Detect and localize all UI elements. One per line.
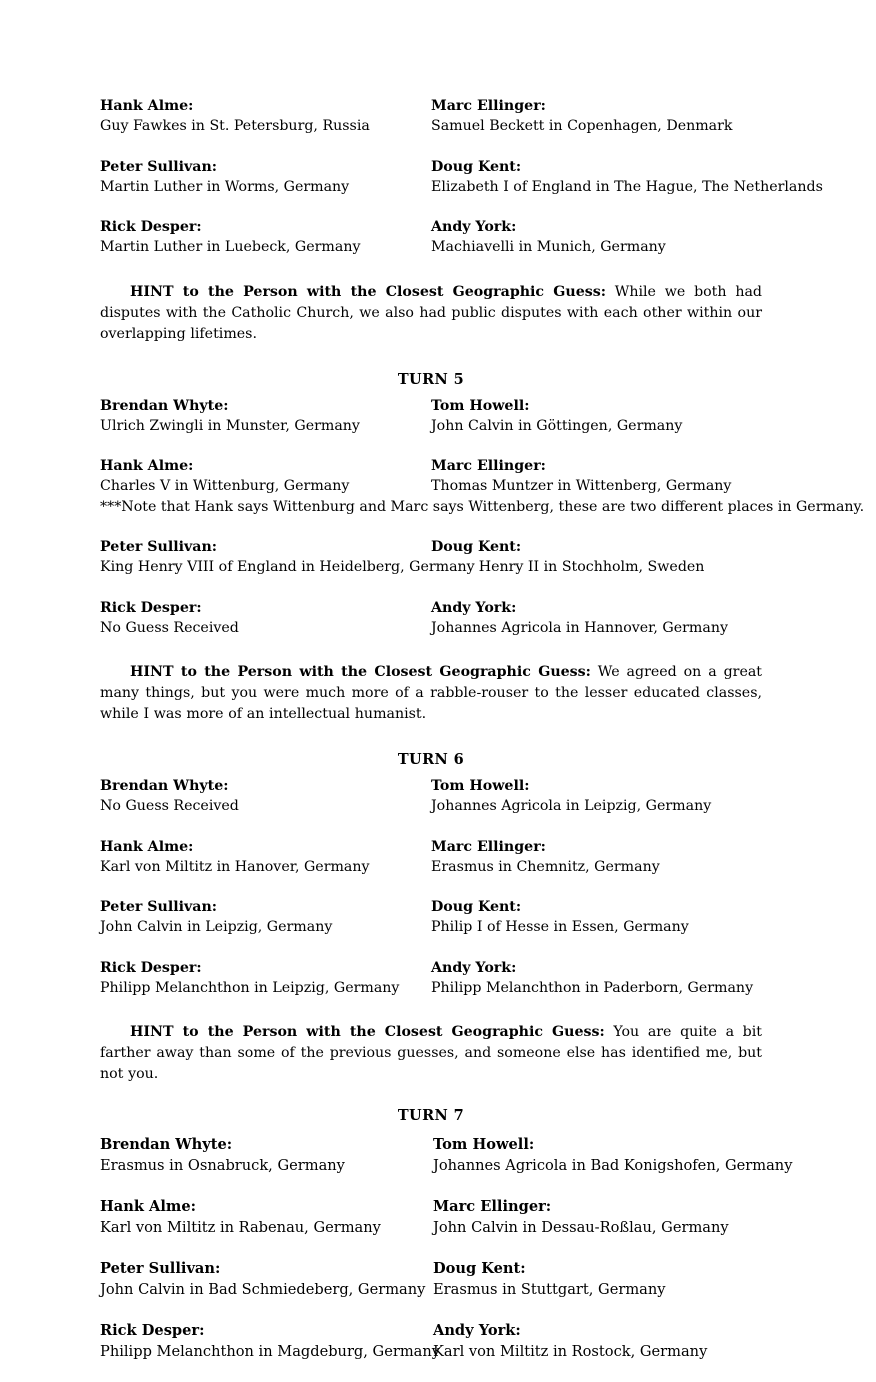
guess-row <box>100 1258 762 1300</box>
guess-row-guesses <box>100 557 762 578</box>
player-name: Peter Sullivan: <box>100 899 218 915</box>
player-name: Hank Alme: <box>100 838 194 855</box>
turn6-heading-wrap <box>100 751 762 769</box>
turn-heading: TURN 5 <box>397 370 465 388</box>
guess-row <box>100 837 762 878</box>
player-guess: Johannes Agricola in Leipzig, Germany <box>431 798 712 814</box>
player-name: Rick Desper: <box>100 959 202 976</box>
hint-text: While we both had disputes with the Catholic Church, we also had public disputes with each other within our overlapping lifetimes. <box>100 283 762 342</box>
player-name: Peter Sullivan: <box>100 1260 221 1277</box>
player-guess: Samuel Beckett in Copenhagen, Denmark <box>431 118 733 134</box>
guess-cell-right <box>431 958 762 999</box>
player-guess: John Calvin in Göttingen, Germany <box>431 417 683 434</box>
player-name: Tom Howell: <box>431 778 530 794</box>
player-guess: Karl von Miltitz in Hanover, Germany <box>100 858 370 875</box>
player-guess: Karl von Miltitz in Rabenau, Germany <box>100 1219 381 1236</box>
guess-row <box>100 776 762 817</box>
guess-cell-right <box>431 598 762 639</box>
guess-row <box>100 157 823 198</box>
player-guess: Ulrich Zwingli in Munster, Germany <box>100 417 360 434</box>
guess-row <box>100 598 762 639</box>
player-name: Tom Howell: <box>433 1136 535 1153</box>
player-name: Peter Sullivan: <box>100 158 218 175</box>
hint-label: HINT to the Person with the Closest Geographic Guess: <box>130 283 606 300</box>
player-name: Hank Alme: <box>100 1198 197 1215</box>
player-name: Brendan Whyte: <box>100 397 229 414</box>
player-name: Peter Sullivan: <box>100 539 218 555</box>
player-name: Brendan Whyte: <box>100 1136 233 1153</box>
turn-heading: TURN 6 <box>397 751 465 768</box>
player-name: Doug Kent: <box>431 539 522 555</box>
player-guess: Elizabeth I of England in The Hague, The Netherlands <box>431 178 823 195</box>
player-guess: Philipp Melanchthon in Magdeburg, Germany <box>100 1343 441 1360</box>
guess-row <box>100 456 762 497</box>
editor-note: ***Note that Hank says Wittenburg and Marc says Wittenberg, these are two different places in Germany. <box>100 498 865 515</box>
guess-cell-left <box>100 1320 441 1362</box>
guess-cell-right <box>431 157 823 198</box>
guess-row-names <box>100 537 762 557</box>
guess-cell-left <box>100 537 431 557</box>
player-guess: Machiavelli in Munich, Germany <box>431 239 666 255</box>
player-guess: No Guess Received <box>100 619 239 636</box>
player-guess: Johannes Agricola in Bad Konigshofen, Germany <box>433 1157 793 1174</box>
player-name: Marc Ellinger: <box>431 98 546 114</box>
document-content <box>100 96 865 1382</box>
turn5-guess-block <box>100 396 865 639</box>
guess-row <box>100 897 762 938</box>
player-name: Marc Ellinger: <box>431 838 546 855</box>
turn5-heading-wrap <box>100 371 762 389</box>
player-guess: Erasmus in Osnabruck, Germany <box>100 1157 345 1174</box>
guess-cell-left <box>100 776 431 817</box>
hint-text: You are quite a bit farther away than some of the previous guesses, and someone else has identified me, but not you. <box>100 1024 762 1082</box>
player-name: Marc Ellinger: <box>431 458 546 474</box>
guess-row <box>100 537 762 578</box>
guess-cell-right <box>433 1258 762 1300</box>
player-guess: No Guess Received <box>100 798 239 814</box>
guess-cell-left <box>100 598 431 639</box>
player-guess: Philip I of Hesse in Essen, Germany <box>431 919 689 935</box>
player-name: Hank Alme: <box>100 98 194 114</box>
player-guess: Martin Luther in Worms, Germany <box>100 178 350 195</box>
guess-cell-right <box>431 396 762 437</box>
guess-cell-right <box>431 776 762 817</box>
guess-cell-right <box>431 217 762 258</box>
guess-cell-left <box>100 1134 433 1176</box>
guess-cell-left <box>100 837 431 878</box>
player-guess: Thomas Muntzer in Wittenberg, Germany <box>431 478 732 494</box>
hint-paragraph <box>100 1022 762 1085</box>
guess-row <box>100 1320 762 1362</box>
player-guess: Erasmus in Chemnitz, Germany <box>431 858 660 875</box>
guess-row <box>100 1196 762 1238</box>
turn6-guess-block <box>100 776 762 998</box>
player-name: Andy York: <box>431 219 517 235</box>
turn-heading: TURN 7 <box>397 1107 465 1124</box>
player-guess: Martin Luther in Luebeck, Germany <box>100 239 361 255</box>
guess-cell-left <box>100 1196 433 1238</box>
player-guess: Philipp Melanchthon in Leipzig, Germany <box>100 979 400 996</box>
guess-cell-left <box>100 96 431 137</box>
hint-paragraph <box>100 282 762 345</box>
turn7-heading-wrap <box>100 1107 762 1125</box>
player-guess: John Calvin in Bad Schmiedeberg, Germany <box>100 1281 426 1298</box>
player-name: Doug Kent: <box>433 1260 526 1277</box>
player-name: Tom Howell: <box>431 397 530 414</box>
guess-cell-left <box>100 396 431 437</box>
guess-row <box>100 217 762 258</box>
player-name: Andy York: <box>431 599 517 616</box>
player-name: Rick Desper: <box>100 219 202 235</box>
hint-label: HINT to the Person with the Closest Geographic Guess: <box>130 664 591 680</box>
guess-cell-right <box>433 1196 762 1238</box>
guess-row <box>100 1134 793 1176</box>
guess-cell-left <box>100 456 431 497</box>
player-guess: Charles V in Wittenburg, Germany <box>100 478 350 494</box>
guess-row <box>100 958 762 999</box>
guess-cell-right <box>431 456 762 497</box>
player-name: Marc Ellinger: <box>433 1198 552 1215</box>
guess-cell-left <box>100 897 431 938</box>
player-guess: Johannes Agricola in Hannover, Germany <box>431 619 728 636</box>
guess-cell-right <box>431 537 762 557</box>
hint-paragraph <box>100 662 762 725</box>
player-guess: Karl von Miltitz in Rostock, Germany <box>433 1343 708 1360</box>
player-guess: John Calvin in Leipzig, Germany <box>100 919 333 935</box>
guess-row <box>100 96 762 137</box>
player-guess: Guy Fawkes in St. Petersburg, Russia <box>100 118 370 134</box>
guess-cell-right <box>433 1320 762 1362</box>
player-guess: Erasmus in Stuttgart, Germany <box>433 1281 666 1298</box>
player-name: Andy York: <box>433 1322 521 1339</box>
player-guess: King Henry VIII of England in Heidelberg, Germany <box>100 559 475 575</box>
guess-cell-right <box>433 1134 792 1176</box>
guess-cell-left <box>100 157 431 198</box>
guess-cell-left <box>100 958 431 999</box>
player-name: Andy York: <box>431 959 517 976</box>
turn4-guess-block <box>100 96 823 258</box>
player-guess: John Calvin in Dessau-Roßlau, Germany <box>433 1219 729 1236</box>
hint-text: We agreed on a great many things, but you were much more of a rabble-rouser to the lesser educated classes, while I was more of an intellectual humanist. <box>100 664 763 722</box>
player-name: Rick Desper: <box>100 599 202 616</box>
guess-cell-right <box>431 897 762 938</box>
hint-label: HINT to the Person with the Closest Geographic Guess: <box>130 1024 605 1040</box>
guess-cell-left <box>100 217 431 258</box>
player-name: Doug Kent: <box>431 899 522 915</box>
player-guess: Philipp Melanchthon in Paderborn, Germany <box>431 979 754 996</box>
guess-cell-left <box>100 1258 433 1300</box>
guess-cell-right <box>431 96 762 137</box>
player-name: Doug Kent: <box>431 158 522 175</box>
turn7-guess-block <box>100 1134 793 1362</box>
guess-cell-right <box>431 837 762 878</box>
player-guess: Henry II in Stochholm, Sweden <box>478 559 705 575</box>
guess-row <box>100 396 762 437</box>
player-name: Rick Desper: <box>100 1322 205 1339</box>
player-name: Hank Alme: <box>100 458 194 474</box>
player-name: Brendan Whyte: <box>100 778 229 794</box>
